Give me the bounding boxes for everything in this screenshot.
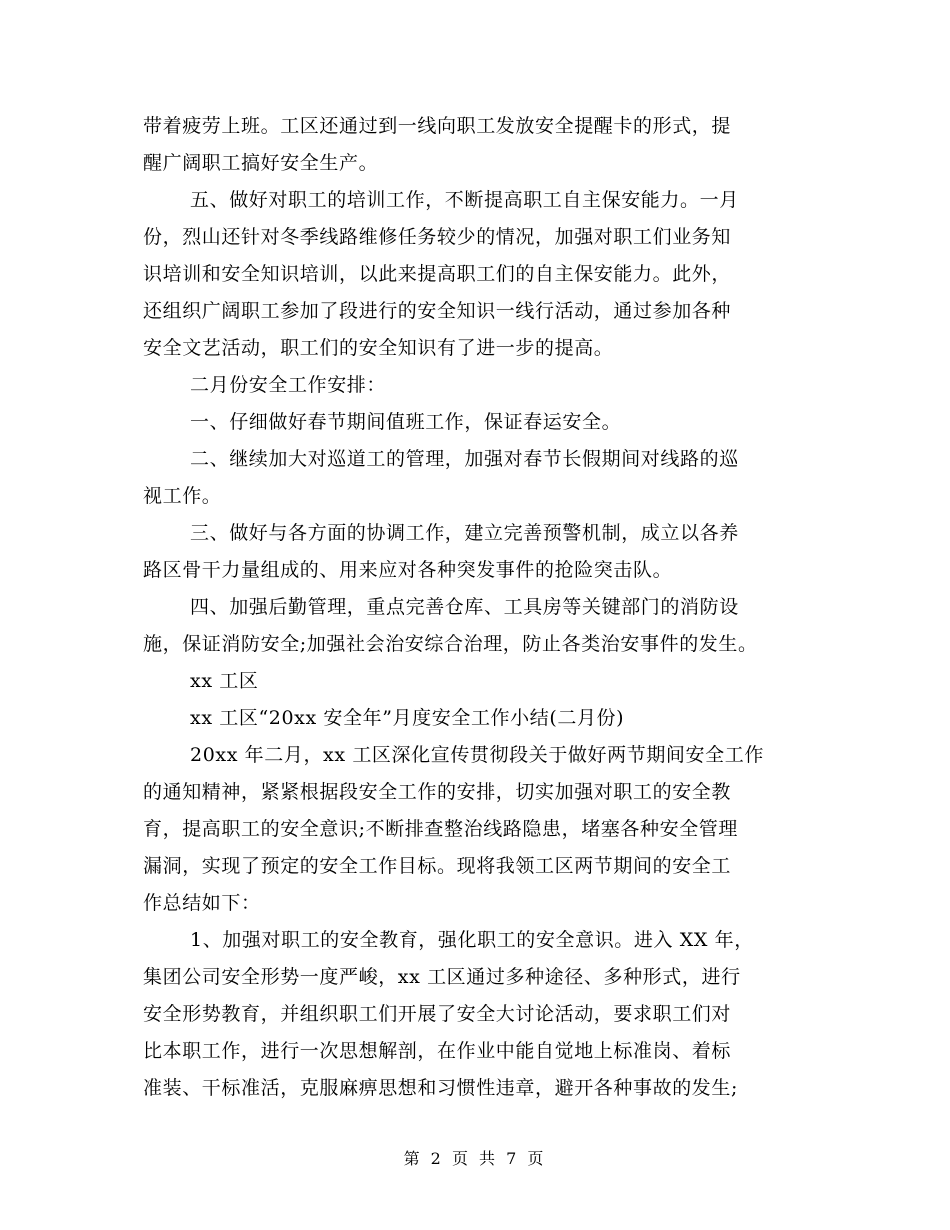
paragraph-line: 比本职工作，进行一次思想解剖，在作业中能自觉地上标准岗、着标 <box>143 1040 732 1062</box>
paragraph-line: xx 工区 <box>190 670 259 692</box>
paragraph-line: 二、继续加大对巡道工的管理，加强对春节长假期间对线路的巡 <box>190 448 739 470</box>
paragraph-line: 识培训和安全知识培训，以此来提高职工们的自主保安能力。此外， <box>143 263 732 285</box>
paragraph-line: 份，烈山还针对冬季线路维修任务较少的情况，加强对职工们业务知 <box>143 226 732 248</box>
paragraph-line: 作总结如下： <box>143 892 261 914</box>
paragraph-line: 醒广阔职工搞好安全生产。 <box>143 152 379 174</box>
paragraph-line: 还组织广阔职工参加了段进行的安全知识一线行活动，通过参加各种 <box>143 300 732 322</box>
paragraph-line: 安全文艺活动，职工们的安全知识有了进一步的提高。 <box>143 337 614 359</box>
paragraph-line: 五、做好对职工的培训工作，不断提高职工自主保安能力。一月 <box>190 189 739 211</box>
paragraph-line: 施，保证消防安全;加强社会治安综合治理，防止各类治安事件的发生。 <box>143 633 758 655</box>
paragraph-line: 准装、干标准活，克服麻痹思想和习惯性违章，避开各种事故的发生; <box>143 1077 739 1099</box>
paragraph-line: 带着疲劳上班。工区还通过到一线向职工发放安全提醒卡的形式，提 <box>143 115 732 137</box>
paragraph-line: 一、仔细做好春节期间值班工作，保证春运安全。 <box>190 411 622 433</box>
paragraph-line: 路区骨干力量组成的、用来应对各种突发事件的抢险突击队。 <box>143 559 673 581</box>
paragraph-line: 20xx 年二月，xx 工区深化宣传贯彻段关于做好两节期间安全工作 <box>190 744 764 766</box>
paragraph-line: 安全形势教育，并组织职工们开展了安全大讨论活动，要求职工们对 <box>143 1003 732 1025</box>
paragraph-line: 视工作。 <box>143 485 222 507</box>
paragraph-line: 四、加强后勤管理，重点完善仓库、工具房等关键部门的消防设 <box>190 596 739 618</box>
section-heading: xx 工区“20xx 安全年”月度安全工作小结(二月份) <box>190 707 625 729</box>
paragraph-line: 三、做好与各方面的协调工作，建立完善预警机制，成立以各养 <box>190 522 739 544</box>
paragraph-line: 漏洞，实现了预定的安全工作目标。现将我领工区两节期间的安全工 <box>143 855 732 877</box>
paragraph-line: 1、加强对职工的安全教育，强化职工的安全意识。进入 XX 年， <box>190 929 754 951</box>
paragraph-line: 集团公司安全形势一度严峻，xx 工区通过多种途径、多种形式，进行 <box>143 966 741 988</box>
paragraph-line: 二月份安全工作安排： <box>190 374 387 396</box>
paragraph-line: 育，提高职工的安全意识;不断排查整治线路隐患，堵塞各种安全管理 <box>143 818 739 840</box>
paragraph-line: 的通知精神，紧紧根据段安全工作的安排，切实加强对职工的安全教 <box>143 781 732 803</box>
page-number-footer: 第 2 页 共 7 页 <box>403 1149 547 1168</box>
